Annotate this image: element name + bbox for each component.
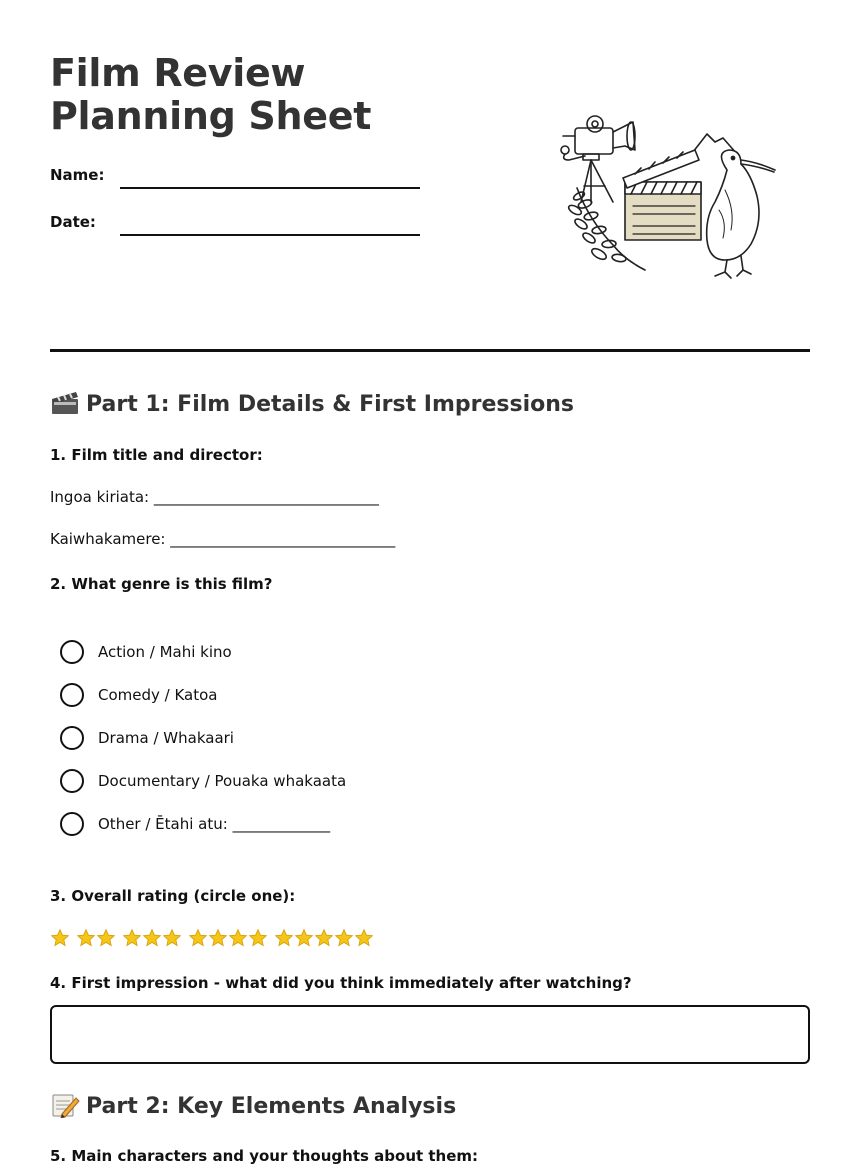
genre-label: Comedy / Katoa (98, 686, 218, 704)
page-title: Film Review Planning Sheet (50, 51, 372, 138)
rating-option-4[interactable] (188, 928, 268, 948)
star-icon (274, 928, 294, 948)
part2-heading (50, 1092, 456, 1119)
star-icon (228, 928, 248, 948)
memo-pencil-icon (50, 1092, 80, 1118)
radio-circle[interactable] (60, 683, 84, 707)
part1-title: Part 1: Film Details & First Impressions (86, 392, 575, 417)
question-3: 3. Overall rating (circle one): (50, 887, 296, 905)
star-icon (50, 928, 70, 948)
question-2: 2. What genre is this film? (50, 575, 273, 593)
clapperboard-icon (50, 390, 80, 416)
film-kiwi-illustration (555, 110, 780, 285)
rating-options (50, 927, 380, 949)
rating-option-5[interactable] (274, 928, 374, 948)
star-icon (162, 928, 182, 948)
star-icon (294, 928, 314, 948)
star-icon (354, 928, 374, 948)
genre-option-comedy[interactable] (60, 683, 218, 707)
director-field[interactable]: Kaiwhakamere: ______________________________ (50, 530, 396, 548)
first-impression-textbox[interactable] (50, 1005, 810, 1064)
name-field[interactable] (120, 187, 420, 189)
radio-circle[interactable] (60, 769, 84, 793)
genre-option-documentary[interactable] (60, 769, 346, 793)
radio-circle[interactable] (60, 726, 84, 750)
star-icon (314, 928, 334, 948)
movie-camera-icon (561, 116, 635, 202)
header-divider (50, 349, 810, 352)
genre-label: Action / Mahi kino (98, 643, 232, 661)
radio-circle[interactable] (60, 812, 84, 836)
part2-title: Part 2: Key Elements Analysis (86, 1094, 457, 1119)
star-icon (122, 928, 142, 948)
kiwi-bird-icon (707, 150, 775, 278)
star-icon (76, 928, 96, 948)
question-1: 1. Film title and director: (50, 446, 263, 464)
rating-option-2[interactable] (76, 928, 116, 948)
question-5: 5. Main characters and your thoughts about them: (50, 1147, 479, 1165)
genre-option-drama[interactable] (60, 726, 234, 750)
star-icon (208, 928, 228, 948)
date-label: Date: (50, 213, 96, 231)
clapperboard-icon (623, 150, 701, 240)
genre-option-other[interactable] (60, 812, 330, 836)
genre-label: Other / Ētahi atu: _____________ (98, 815, 331, 833)
star-icon (188, 928, 208, 948)
genre-label: Drama / Whakaari (98, 729, 234, 747)
name-label: Name: (50, 166, 105, 184)
film-title-field[interactable]: Ingoa kiriata: ______________________________ (50, 488, 379, 506)
radio-circle[interactable] (60, 640, 84, 664)
genre-label: Documentary / Pouaka whakaata (98, 772, 347, 790)
question-4: 4. First impression - what did you think immediately after watching? (50, 974, 632, 992)
star-icon (334, 928, 354, 948)
star-icon (96, 928, 116, 948)
date-field[interactable] (120, 234, 420, 236)
star-icon (142, 928, 162, 948)
part1-heading (50, 390, 574, 417)
rating-option-1[interactable] (50, 928, 70, 948)
rating-option-3[interactable] (122, 928, 182, 948)
star-icon (248, 928, 268, 948)
genre-option-action[interactable] (60, 640, 232, 664)
